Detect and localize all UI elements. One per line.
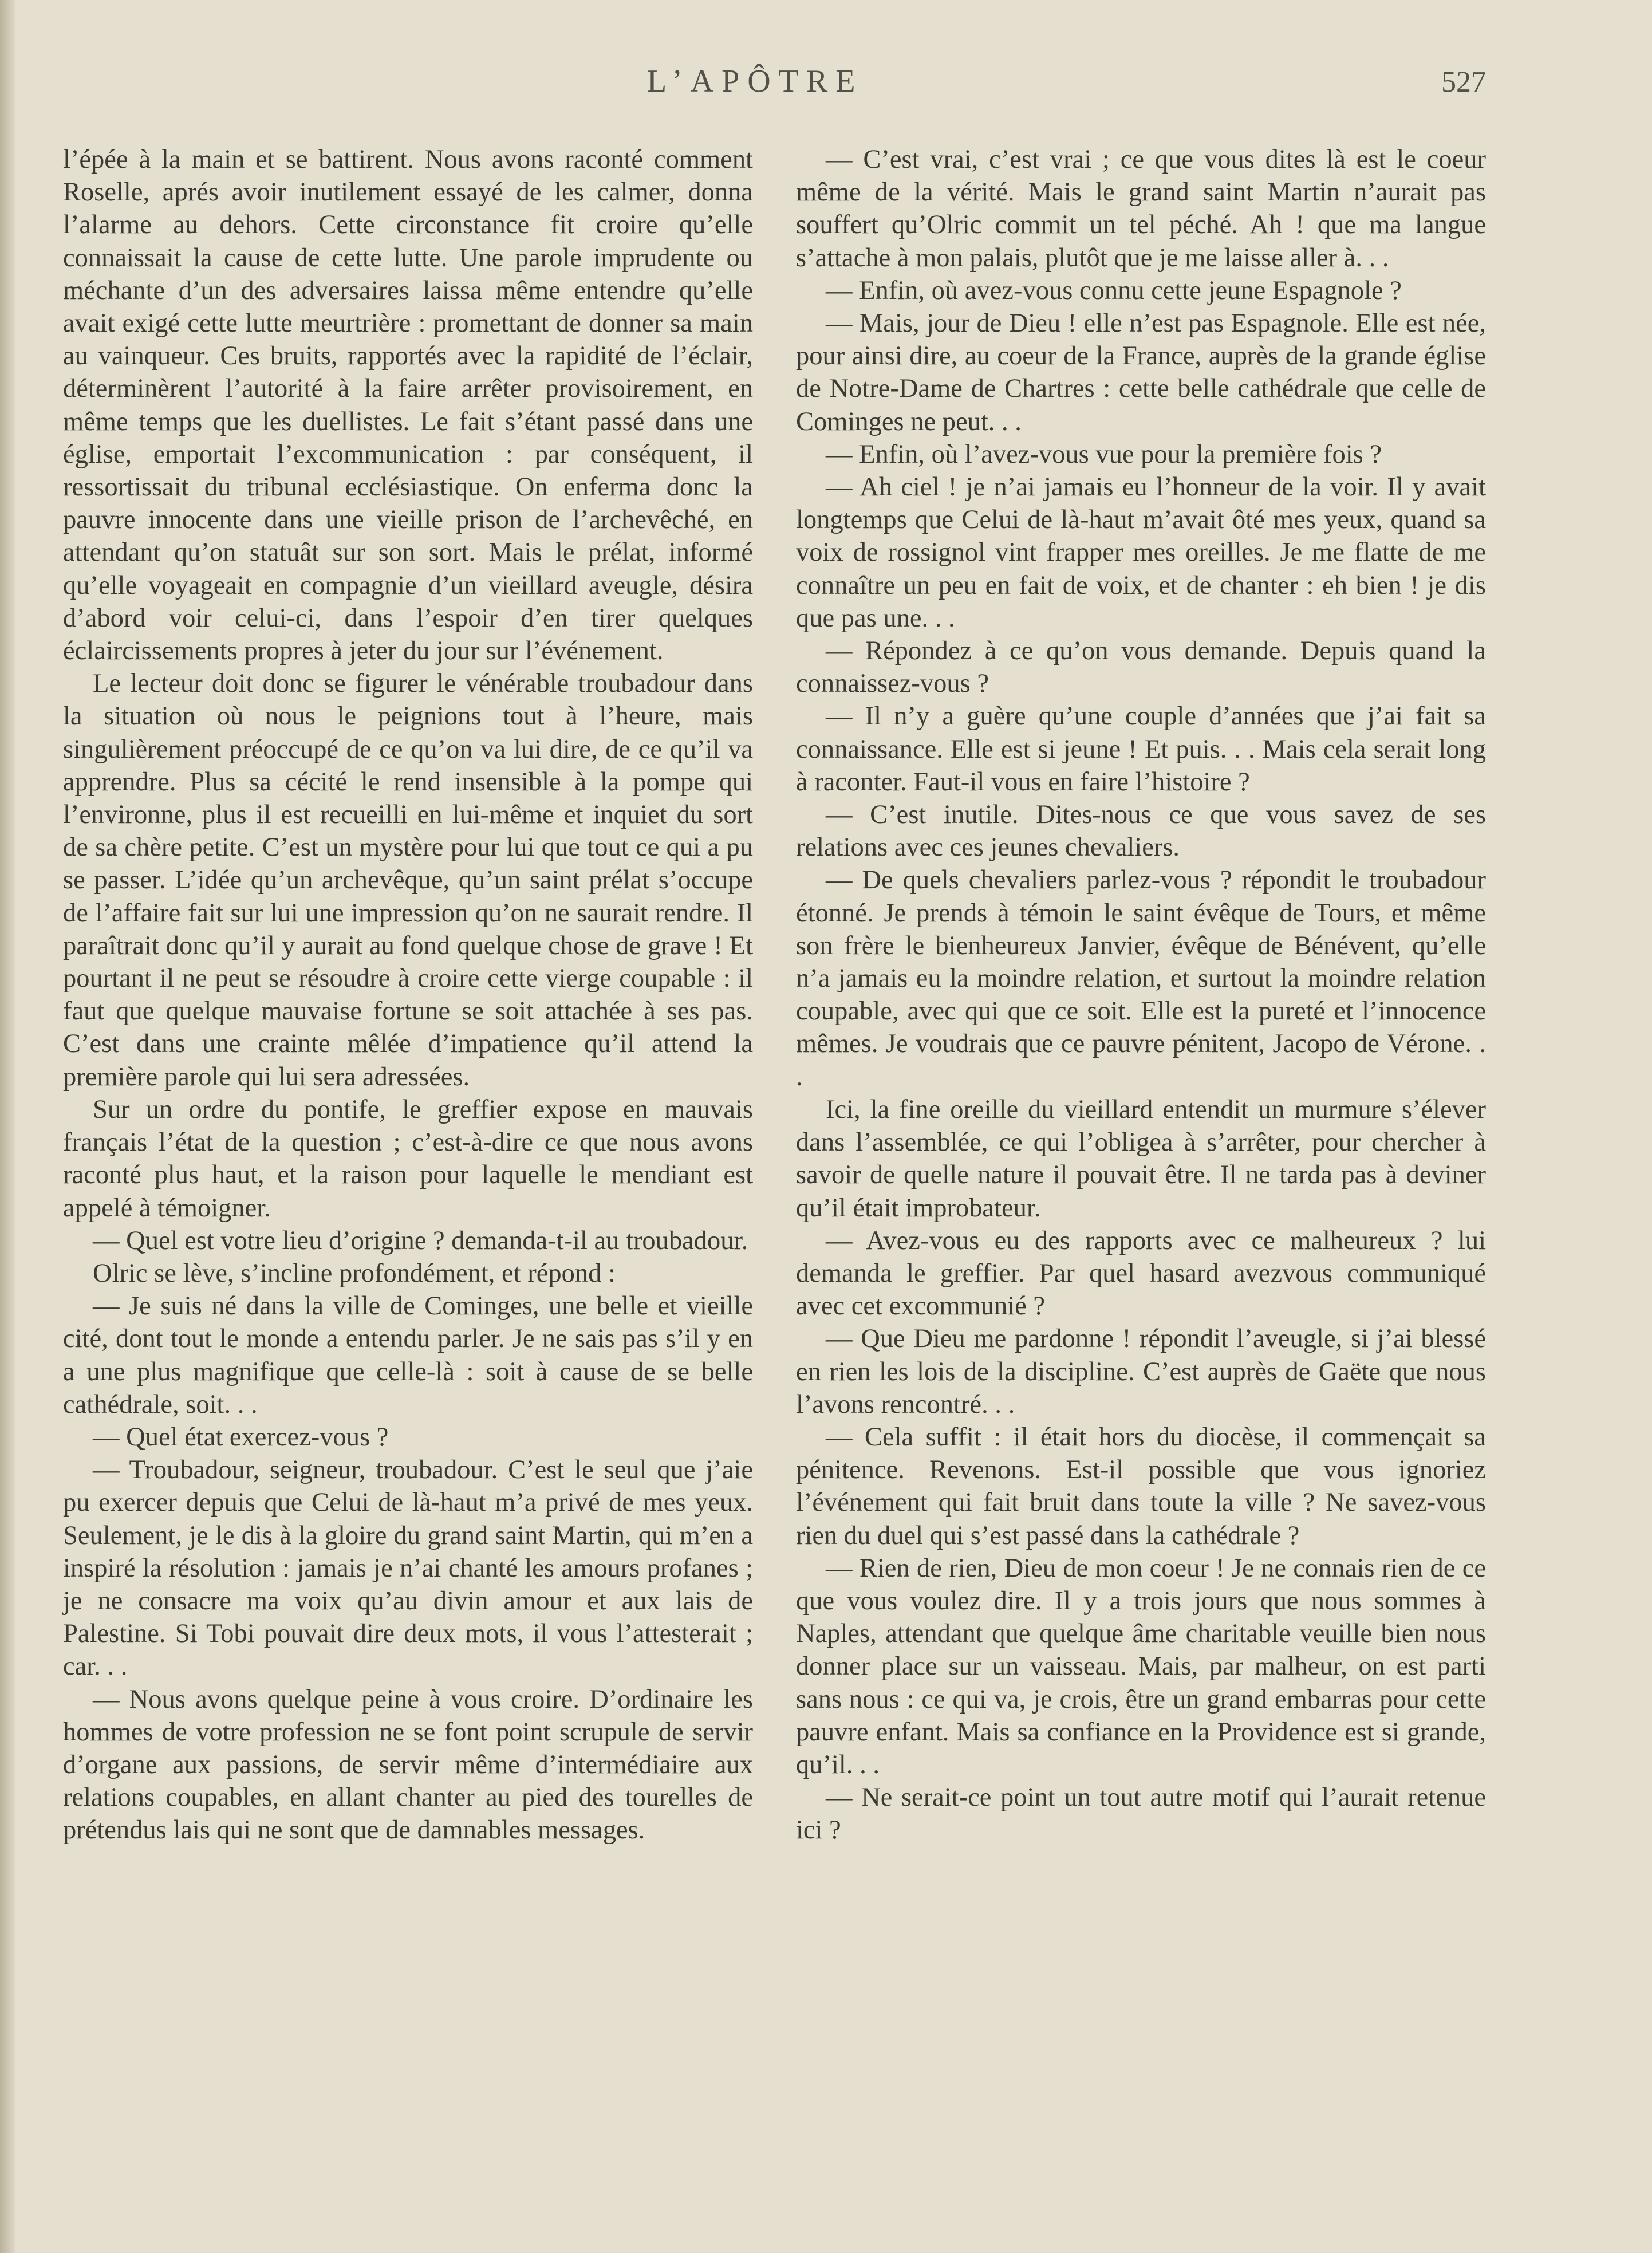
paragraph: — Répondez à ce qu’on vous demande. Depuis quand la connaissez-vous ?	[796, 636, 1486, 699]
left-column	[63, 143, 753, 1847]
paragraph: — Enfin, où avez-vous connu cette jeune Espagnole ?	[826, 275, 1402, 305]
paragraph: — Mais, jour de Dieu ! elle n’est pas Espagnole. Elle est née, pour ainsi dire, au coeur de la France, auprès de la grande église de Notre-Dame de Chartres : cette belle cathédrale que celle de Cominges ne peut. . .	[796, 309, 1486, 436]
paragraph: — C’est vrai, c’est vrai ; ce que vous dites là est le coeur même de la vérité. Mais le grand saint Martin n’aurait pas souffert qu’Olric commit un tel péché. Ah ! que ma langue s’attache à mon palais, plutôt que je me laisse aller à. . .	[796, 145, 1486, 273]
paragraph: Le lecteur doit donc se figurer le vénérable troubadour dans la situation où nous le peignions tout à l’heure, mais singulièrement préoccupé de ce qu’on va lui dire, de ce qu’il va apprendre. Plus sa cécité le rend insensible à la pompe qui l’environne, plus il est recueilli en lui-même et inquiet du sort de sa chère petite. C’est un mystère pour lui que tout ce qui a pu se passer. L’idée qu’un archevêque, qu’un saint prélat s’occupe de l’affaire fait sur lui une impression qu’on ne saurait rendre. Il paraîtrait donc qu’il y aurait au fond quelque chose de grave ! Et pourtant il ne peut se résoudre à croire cette vierge coupable : il faut que quelque mauvaise fortune se soit attachée à ses pas. C’est dans une crainte mêlée d’impatience qu’il attend la première parole qui lui sera adressées.	[63, 669, 753, 1092]
paragraph: Ici, la fine oreille du vieillard entendit un murmure s’élever dans l’assemblée, ce qui l’obligea à s’arrêter, pour chercher à savoir de quelle nature il pouvait être. Il ne tarda pas à deviner qu’il était improbateur.	[796, 1094, 1486, 1223]
paragraph: l’épée à la main et se battirent. Nous avons raconté comment Roselle, aprés avoir inutilement essayé de les calmer, donna l’alarme au dehors. Cette circonstance fit croire qu’elle connaissait la cause de cette lutte. Une parole imprudente ou méchante d’un des adversaires laissa même entendre qu’elle avait exigé cette lutte meurtrière : promettant de donner sa main au vainqueur. Ces bruits, rapportés avec la rapidité de l’éclair, déterminèrent l’autorité à la faire arrêter provisoirement, en même temps que les duellistes. Le fait s’étant passé dans une église, emportait l’excommunication : par conséquent, il ressortissait du tribunal ecclésiastique. On enferma donc la pauvre innocente dans une vieille prison de l’archevêché, en attendant qu’on statuât sur son sort. Mais le prélat, informé qu’elle voyageait en compagnie d’un vieillard aveugle, désira d’abord voir celui-ci, dans l’espoir d’en tirer quelques éclaircissements propres à jeter du jour sur l’événement.	[63, 145, 753, 666]
paragraph: — Quel est votre lieu d’origine ? demanda-t-il au troubadour.	[93, 1226, 748, 1255]
paragraph: — Il n’y a guère qu’une couple d’années que j’ai fait sa connaissance. Elle est si jeune ! Et puis. . . Mais cela serait long à raconter. Faut-il vous en faire l’histoire ?	[796, 702, 1486, 797]
page-edge	[0, 0, 15, 2253]
paragraph: — Enfin, où l’avez-vous vue pour la première fois ?	[826, 439, 1382, 469]
paragraph: — Cela suffit : il était hors du diocèse, il commençait sa pénitence. Revenons. Est-il possible que vous ignoriez l’événement qui fait bruit dans toute la ville ? Ne savez-vous rien du duel qui s’est passé dans la cathédrale ?	[796, 1422, 1486, 1550]
paragraph: — Je suis né dans la ville de Cominges, une belle et vieille cité, dont tout le monde a entendu parler. Je ne sais pas s’il y en a une plus magnifique que celle-là : soit à cause de se belle cathédrale, soit. . .	[63, 1291, 753, 1419]
paragraph: — Rien de rien, Dieu de mon coeur ! Je ne connais rien de ce que vous voulez dire. Il y a trois jours que nous sommes à Naples, attendant que quelque âme charitable veuille bien nous donner place sur un vaisseau. Mais, par malheur, on est parti sans nous : ce qui va, je crois, être un grand embarras pour cette pauvre enfant. Mais sa confiance en la Providence est si grande, qu’il. . .	[796, 1553, 1486, 1779]
paragraph: — Ne serait-ce point un tout autre motif qui l’aurait retenue ici ?	[796, 1783, 1486, 1845]
paragraph: — Ah ciel ! je n’ai jamais eu l’honneur de la voir. Il y avait longtemps que Celui de là-haut m’avait ôté mes yeux, quand sa voix de rossignol vint frapper mes oreilles. Je me flatte de me connaître un peu en fait de voix, et de chanter : eh bien ! je dis que pas une. . .	[796, 472, 1486, 633]
paragraph: — Troubadour, seigneur, troubadour. C’est le seul que j’aie pu exercer depuis que Celui de là-haut m’a privé de mes yeux. Seulement, je le dis à la gloire du grand saint Martin, qui m’en a inspiré la résolution : jamais je n’ai chanté les amours profanes ; je ne consacre ma voix qu’au divin amour et aux lais de Palestine. Si Tobi pouvait dire deux mots, il vous l’attesterait ; car. . .	[63, 1455, 753, 1681]
page-header	[63, 57, 1486, 103]
paragraph: — Quel état exercez-vous ?	[93, 1422, 389, 1452]
paragraph: — De quels chevaliers parlez-vous ? répondit le troubadour étonné. Je prends à témoin le saint évêque de Tours, et même son frère le bienheureux Janvier, évêque de Bénévent, qu’elle n’a jamais eu la moindre relation, et surtout la moindre relation coupable, avec qui que ce soit. Elle est la pureté et l’innocence mêmes. Je voudrais que ce pauvre pénitent, Jacopo de Vérone. . .	[796, 865, 1486, 1092]
paragraph: — C’est inutile. Dites-nous ce que vous savez de ses relations avec ces jeunes chevaliers.	[796, 800, 1486, 862]
paragraph: — Que Dieu me pardonne ! répondit l’aveugle, si j’ai blessé en rien les lois de la discipline. C’est auprès de Gaëte que nous l’avons rencontré. . .	[796, 1324, 1486, 1419]
running-title: L’APÔTRE	[647, 64, 864, 99]
paragraph: Olric se lève, s’incline profondément, et répond :	[93, 1258, 616, 1288]
paragraph: — Avez-vous eu des rapports avec ce malheureux ? lui demanda le greffier. Par quel hasard avezvous communiqué avec cet excommunié ?	[796, 1226, 1486, 1321]
paragraph: — Nous avons quelque peine à vous croire. D’ordinaire les hommes de votre profession ne se font point scrupule de servir d’organe aux passions, de servir même d’intermédiaire aux relations coupables, en allant chanter au pied des tourelles de prétendus lais qui ne sont que de damnables messages.	[63, 1684, 753, 1845]
paragraph: Sur un ordre du pontife, le greffier expose en mauvais français l’état de la question ; c’est-à-dire ce que nous avons raconté plus haut, et la raison pour laquelle le mendiant est appelé à témoigner.	[63, 1094, 753, 1223]
page-number: 527	[1441, 66, 1486, 99]
right-column	[796, 143, 1486, 1847]
